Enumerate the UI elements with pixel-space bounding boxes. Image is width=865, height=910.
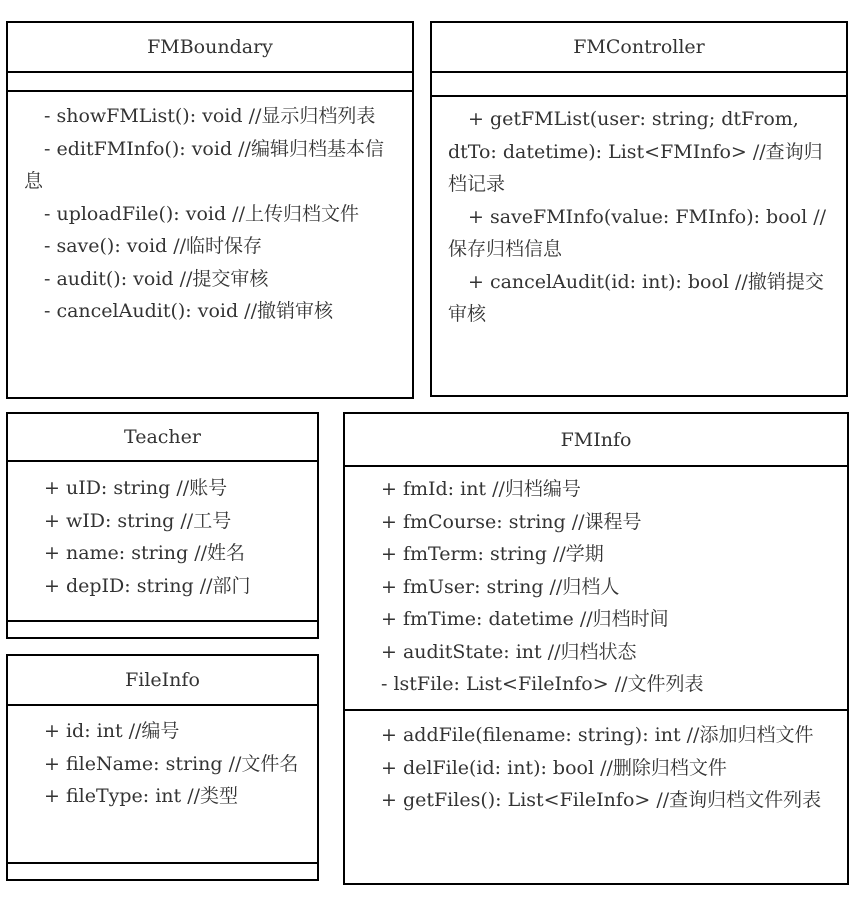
attributes-section xyxy=(8,73,412,90)
class-name: FileInfo xyxy=(8,656,317,706)
operation: - showFMList(): void //显示归档列表 xyxy=(44,105,376,127)
operation: - audit(): void //提交审核 xyxy=(44,267,269,290)
operation: - editFMInfo(): void //编辑归档基本信息 xyxy=(24,137,384,192)
attribute: + fmTime: datetime //归档时间 xyxy=(381,608,669,630)
attribute: + name: string //姓名 xyxy=(44,542,246,564)
attribute: + fmTerm: string //学期 xyxy=(381,543,604,565)
attributes-section xyxy=(345,467,847,709)
class-name: FMController xyxy=(432,23,846,73)
attribute: - lstFile: List<FileInfo> //文件列表 xyxy=(381,673,704,695)
attribute: + fmId: int //归档编号 xyxy=(381,478,581,500)
attribute: + depID: string //部门 xyxy=(44,574,251,597)
operation: + getFMList(user: string; dtFrom, dtTo: datetime): List<FMInfo> //查询归档记录 xyxy=(448,108,823,195)
class-name: FMBoundary xyxy=(8,23,412,73)
attribute: + id: int //编号 xyxy=(44,720,180,742)
operation: + saveFMInfo(value: FMInfo): bool //保存归档信息 xyxy=(448,205,827,260)
attribute: + wID: string //工号 xyxy=(44,509,232,532)
class-teacher[interactable] xyxy=(6,412,319,639)
operations-section xyxy=(345,709,847,817)
operation: + cancelAudit(id: int): bool //撤销提交审核 xyxy=(448,270,824,325)
attribute: + auditState: int //归档状态 xyxy=(381,640,637,663)
operation: + delFile(id: int): bool //删除归档文件 xyxy=(381,756,727,779)
operations-section xyxy=(8,862,317,864)
class-fileinfo[interactable] xyxy=(6,654,319,881)
attribute: + fileType: int //类型 xyxy=(44,785,238,807)
attribute: + uID: string //账号 xyxy=(44,477,228,499)
operations-section xyxy=(8,90,412,328)
class-fmboundary[interactable] xyxy=(6,21,414,399)
operation: - uploadFile(): void //上传归档文件 xyxy=(44,202,359,225)
attributes-section xyxy=(8,462,317,620)
operation: + addFile(filename: string): int //添加归档文件 xyxy=(381,724,814,746)
attribute: + fmUser: string //归档人 xyxy=(381,575,620,598)
operations-section xyxy=(432,95,846,331)
operation: - cancelAudit(): void //撤销审核 xyxy=(44,300,333,322)
class-fmcontroller[interactable] xyxy=(430,21,848,397)
attributes-section xyxy=(432,73,846,95)
operation: + getFiles(): List<FileInfo> //查询归档文件列表 xyxy=(381,789,822,811)
attribute: + fmCourse: string //课程号 xyxy=(381,510,642,533)
operation: - save(): void //临时保存 xyxy=(44,235,263,257)
attributes-section xyxy=(8,706,317,862)
attribute: + fileName: string //文件名 xyxy=(44,752,299,775)
class-name: Teacher xyxy=(8,414,317,462)
operations-section xyxy=(8,620,317,622)
class-fminfo[interactable] xyxy=(343,412,849,885)
class-name: FMInfo xyxy=(345,414,847,467)
